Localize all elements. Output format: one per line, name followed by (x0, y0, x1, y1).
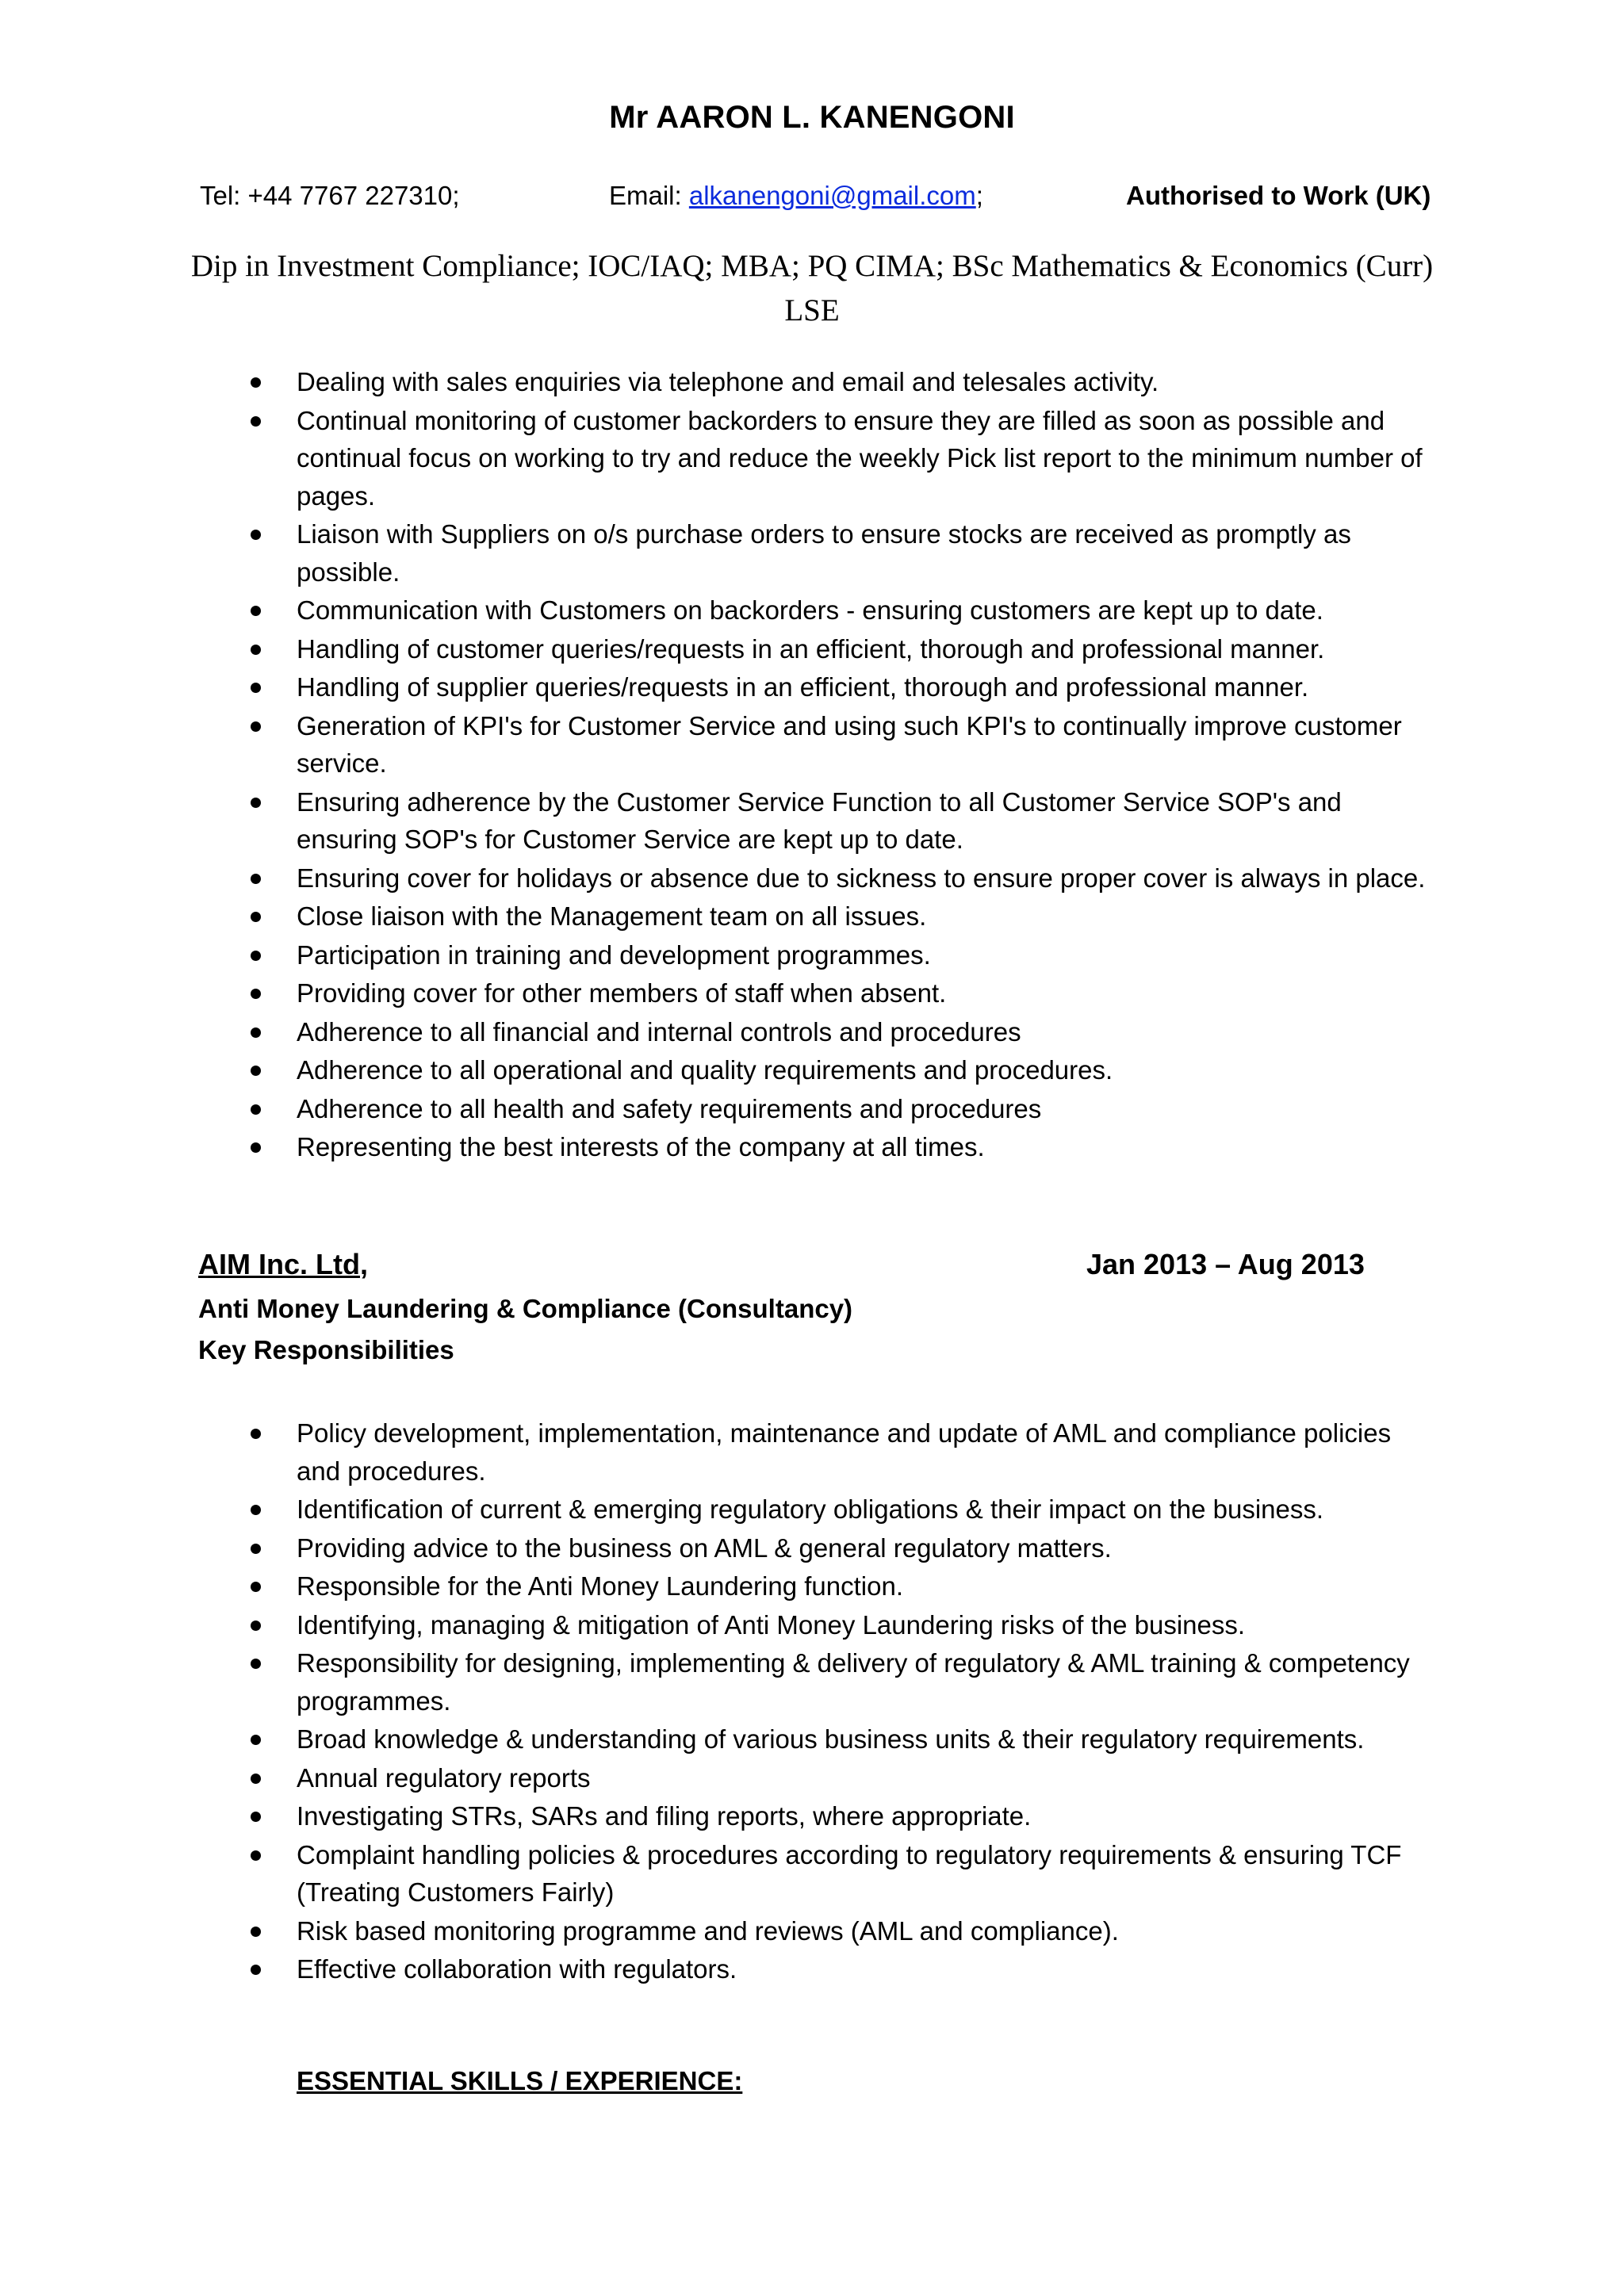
list-item (0, 363, 1438, 401)
bullet-icon (251, 1735, 261, 1745)
list-item (0, 1912, 1438, 1950)
company-name: AIM Inc. Ltd (198, 1248, 360, 1280)
list-item (0, 1490, 1438, 1529)
bullet-icon (251, 530, 261, 540)
bullet-icon (251, 1582, 261, 1592)
list-item-text: Responsibility for designing, implementing & delivery of regulatory & AML training & competency programmes. (297, 1648, 1410, 1716)
bullet-icon (251, 377, 261, 388)
telephone: Tel: +44 7767 227310; (200, 181, 460, 210)
email-line (609, 181, 983, 211)
list-item-text: Communication with Customers on backorders - ensuring customers are kept up to date. (297, 595, 1323, 625)
list-item-text: Broad knowledge & understanding of various business units & their regulatory requirements. (297, 1724, 1365, 1754)
list-item (0, 1414, 1438, 1490)
bullet-icon (251, 1142, 261, 1153)
list-item (0, 936, 1438, 974)
candidate-name: Mr AARON L. KANENGONI (609, 100, 1015, 135)
bullet-icon (251, 951, 261, 961)
list-item (0, 1051, 1438, 1089)
list-item-text: Close liaison with the Management team on all issues. (297, 901, 927, 931)
email-suffix: ; (975, 181, 983, 210)
list-item (0, 1128, 1438, 1166)
bullet-icon (251, 1104, 261, 1115)
list-item (0, 1836, 1438, 1911)
list-item-text: Representing the best interests of the company at all times. (297, 1132, 985, 1161)
list-item-text: Participation in training and development programmes. (297, 939, 931, 970)
bullet-icon (251, 1544, 261, 1554)
responsibilities-list-2 (0, 1414, 1438, 1988)
list-item (0, 515, 1438, 591)
email-label: Email: (609, 181, 689, 210)
bullet-icon (251, 1429, 261, 1439)
list-item (0, 1720, 1438, 1758)
list-item-text: Investigating STRs, SARs and filing reports, where appropriate. (297, 1801, 1032, 1831)
list-item (0, 591, 1438, 629)
employment-dates: Jan 2013 – Aug 2013 (1086, 1248, 1365, 1280)
bullet-icon (251, 912, 261, 922)
bullet-icon (251, 606, 261, 616)
list-item-text: Identifying, managing & mitigation of Anti Money Laundering risks of the business. (297, 1609, 1246, 1640)
bullet-icon (251, 1505, 261, 1515)
list-item-text: Risk based monitoring programme and reviews (AML and compliance). (297, 1915, 1119, 1946)
list-item (0, 1950, 1438, 1988)
bullet-icon (251, 798, 261, 808)
list-item-text: Providing cover for other members of staff when absent. (297, 978, 947, 1008)
list-item-text: Effective collaboration with regulators. (297, 1954, 737, 1984)
bullet-icon (251, 1927, 261, 1937)
list-item (0, 783, 1438, 859)
bullet-icon (251, 683, 261, 693)
list-item-text: Adherence to all financial and internal controls and procedures (297, 1016, 1021, 1047)
list-item (0, 1759, 1438, 1797)
list-item-text: Identification of current & emerging regulatory obligations & their impact on the business. (297, 1494, 1324, 1524)
bullet-icon (251, 1850, 261, 1861)
key-responsibilities-heading: Key Responsibilities (198, 1335, 454, 1364)
list-item (0, 1529, 1438, 1567)
bullet-icon (251, 1066, 261, 1076)
list-item (0, 1644, 1438, 1720)
bullet-icon (251, 721, 261, 732)
list-item-text: Providing advice to the business on AML & general regulatory matters. (297, 1533, 1112, 1563)
bullet-icon (251, 1027, 261, 1038)
list-item-text: Generation of KPI's for Customer Service and using such KPI's to continually improve customer service. (297, 710, 1402, 778)
list-item-text: Policy development, implementation, maintenance and update of AML and compliance policies and procedures. (297, 1418, 1392, 1486)
bullet-icon (251, 645, 261, 655)
list-item-text: Handling of supplier queries/requests in an efficient, thorough and professional manner. (297, 672, 1309, 702)
list-item (0, 1090, 1438, 1128)
list-item (0, 707, 1438, 783)
list-item (0, 859, 1438, 897)
list-item (0, 630, 1438, 668)
list-item (0, 897, 1438, 936)
qualifications: Dip in Investment Compliance; IOC/IAQ; MBA; PQ CIMA; BSc Mathematics & Economics (Curr) LSE (190, 249, 1434, 327)
list-item (0, 402, 1438, 515)
list-item-text: Adherence to all health and safety requirements and procedures (297, 1093, 1042, 1123)
bullet-icon (251, 1774, 261, 1784)
list-item-text: Responsible for the Anti Money Laundering function. (297, 1571, 903, 1601)
work-authorisation: Authorised to Work (UK) (1126, 181, 1431, 210)
bullet-icon (251, 1812, 261, 1822)
list-item-text: Liaison with Suppliers on o/s purchase orders to ensure stocks are received as promptly as possible. (297, 519, 1351, 587)
list-item-text: Adherence to all operational and quality requirements and procedures. (297, 1055, 1113, 1085)
list-item (0, 1797, 1438, 1835)
list-item-text: Ensuring adherence by the Customer Service Function to all Customer Service SOP's and ensuring SOP's for Customer Service are kept up to date. (297, 786, 1342, 854)
responsibilities-list-1 (0, 363, 1438, 1166)
bullet-icon (251, 874, 261, 884)
company-suffix: , (359, 1248, 368, 1280)
list-item-text: Annual regulatory reports (297, 1762, 591, 1793)
bullet-icon (251, 416, 261, 427)
email-link[interactable]: alkanengoni@gmail.com (688, 181, 976, 210)
bullet-icon (251, 989, 261, 999)
job-role: Anti Money Laundering & Compliance (Consultancy) (198, 1294, 853, 1323)
list-item (0, 668, 1438, 706)
list-item-text: Ensuring cover for holidays or absence due to sickness to ensure proper cover is always in place. (297, 863, 1426, 893)
essential-skills-heading: ESSENTIAL SKILLS / EXPERIENCE: (297, 2066, 743, 2095)
list-item (0, 1013, 1438, 1051)
list-item-text: Complaint handling policies & procedures according to regulatory requirements & ensuring TCF (Treating Customers Fairly) (297, 1839, 1402, 1907)
list-item (0, 974, 1438, 1012)
list-item (0, 1606, 1438, 1644)
company-line (198, 1248, 368, 1281)
bullet-icon (251, 1659, 261, 1669)
bullet-icon (251, 1965, 261, 1975)
list-item (0, 1567, 1438, 1605)
list-item-text: Handling of customer queries/requests in an efficient, thorough and professional manner. (297, 633, 1325, 664)
list-item-text: Continual monitoring of customer backorders to ensure they are filled as soon as possible and continual focus on working to try and reduce the weekly Pick list report to the minimum number of pages. (297, 405, 1423, 511)
bullet-icon (251, 1621, 261, 1631)
list-item-text: Dealing with sales enquiries via telephone and email and telesales activity. (297, 367, 1159, 396)
